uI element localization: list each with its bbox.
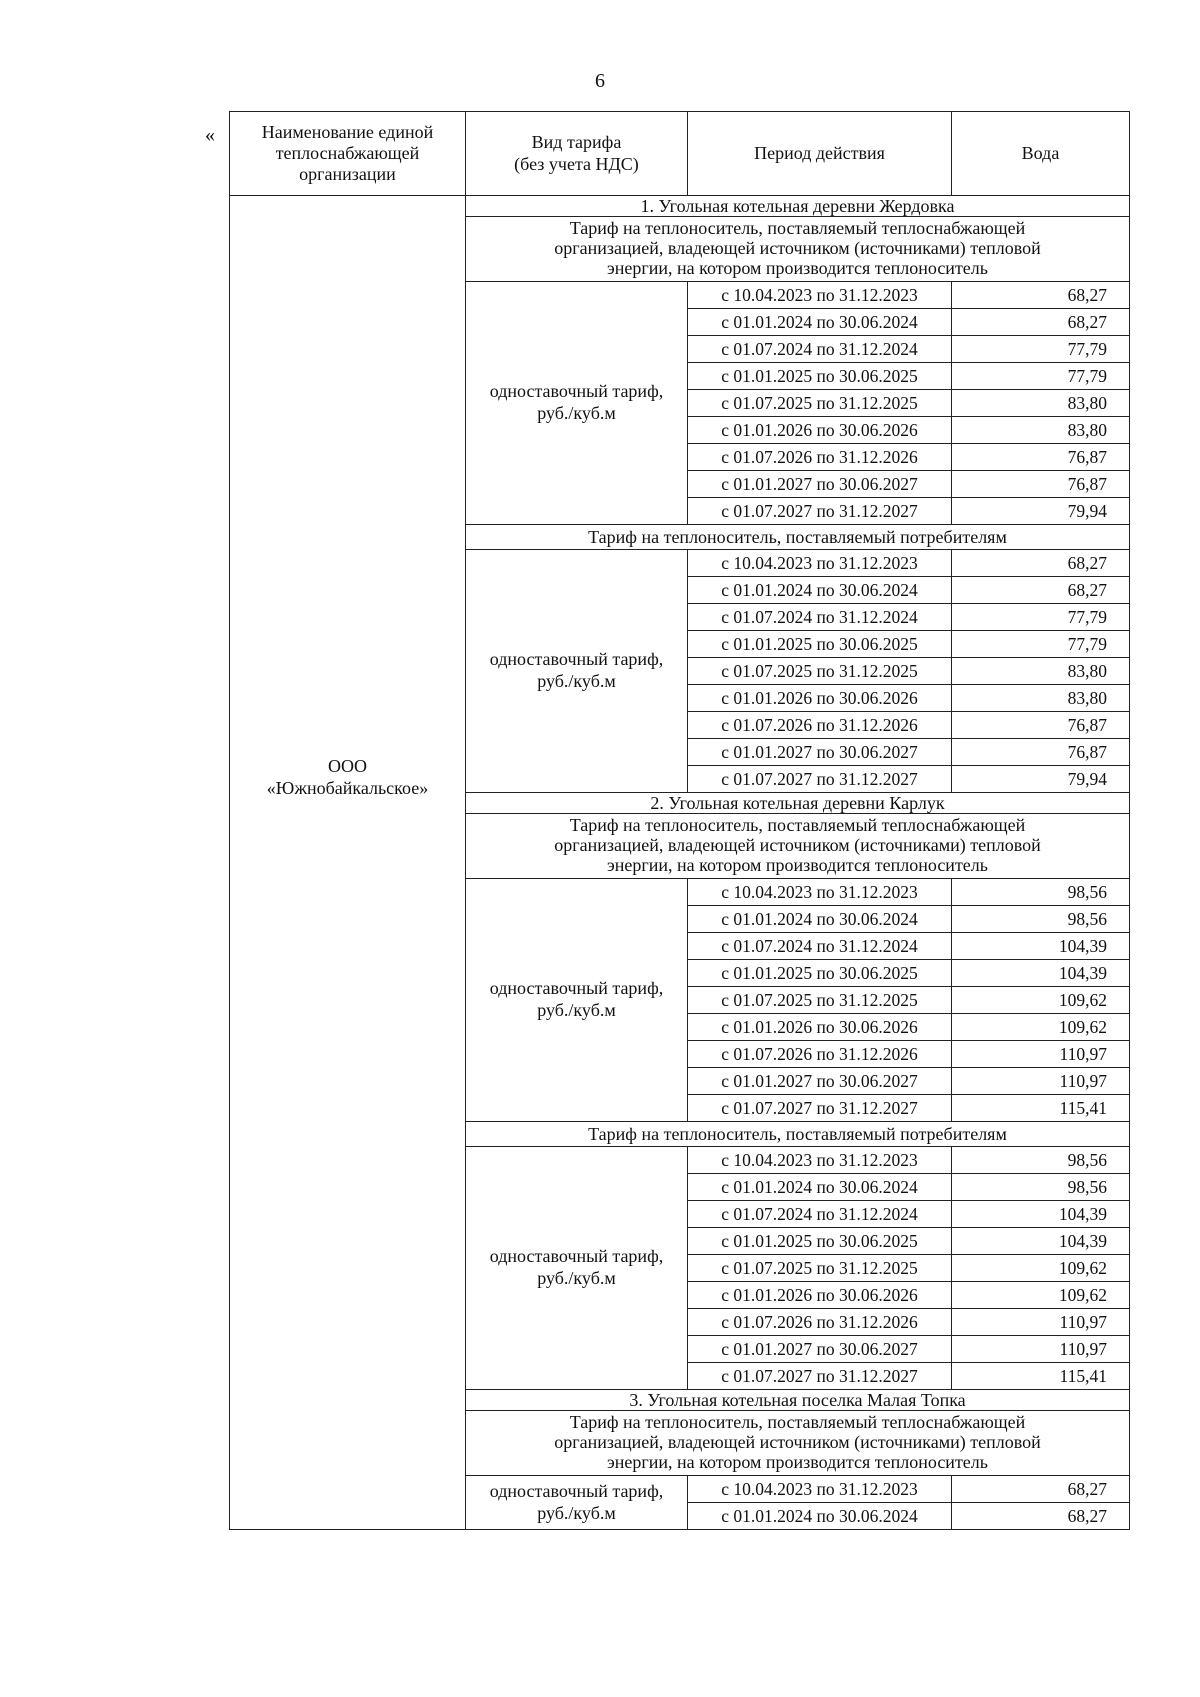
period-cell: с 01.07.2024 по 31.12.2024 <box>688 604 952 631</box>
period-cell: с 01.07.2025 по 31.12.2025 <box>688 390 952 417</box>
water-value-cell: 77,79 <box>952 363 1130 390</box>
period-cell: с 01.07.2025 по 31.12.2025 <box>688 987 952 1014</box>
period-cell: с 10.04.2023 по 31.12.2023 <box>688 282 952 309</box>
water-value-cell: 104,39 <box>952 1201 1130 1228</box>
period-cell: с 01.07.2027 по 31.12.2027 <box>688 1363 952 1390</box>
water-value-cell: 104,39 <box>952 1228 1130 1255</box>
header-water: Вода <box>952 112 1130 196</box>
water-value-cell: 98,56 <box>952 1147 1130 1174</box>
period-cell: с 01.01.2025 по 30.06.2025 <box>688 363 952 390</box>
organization-name: ООО «Южнобайкальское» <box>230 196 466 1530</box>
period-cell: с 01.01.2025 по 30.06.2025 <box>688 960 952 987</box>
water-value-cell: 76,87 <box>952 739 1130 766</box>
period-cell: с 01.07.2024 по 31.12.2024 <box>688 336 952 363</box>
period-cell: с 01.01.2025 по 30.06.2025 <box>688 1228 952 1255</box>
water-value-cell: 68,27 <box>952 1503 1130 1530</box>
water-value-cell: 77,79 <box>952 336 1130 363</box>
period-cell: с 01.01.2026 по 30.06.2026 <box>688 417 952 444</box>
opening-quote-mark: « <box>205 124 215 146</box>
water-value-cell: 110,97 <box>952 1041 1130 1068</box>
water-value-cell: 83,80 <box>952 658 1130 685</box>
period-cell: с 01.01.2026 по 30.06.2026 <box>688 1014 952 1041</box>
water-value-cell: 79,94 <box>952 498 1130 525</box>
water-value-cell: 110,97 <box>952 1309 1130 1336</box>
period-cell: с 01.07.2025 по 31.12.2025 <box>688 658 952 685</box>
water-value-cell: 77,79 <box>952 631 1130 658</box>
water-value-cell: 109,62 <box>952 1282 1130 1309</box>
water-value-cell: 68,27 <box>952 309 1130 336</box>
water-value-cell: 115,41 <box>952 1363 1130 1390</box>
tariff-block-title: Тариф на теплоноситель, поставляемый потребителям <box>466 1122 1130 1147</box>
period-cell: с 01.07.2027 по 31.12.2027 <box>688 498 952 525</box>
header-row <box>230 112 1130 196</box>
period-cell: с 01.01.2024 по 30.06.2024 <box>688 309 952 336</box>
period-cell: с 01.07.2027 по 31.12.2027 <box>688 1095 952 1122</box>
period-cell: с 01.07.2026 по 31.12.2026 <box>688 444 952 471</box>
period-cell: с 01.07.2027 по 31.12.2027 <box>688 766 952 793</box>
period-cell: с 01.07.2026 по 31.12.2026 <box>688 1041 952 1068</box>
section-title: 1. Угольная котельная деревни Жердовка <box>466 196 1130 217</box>
period-cell: с 01.07.2026 по 31.12.2026 <box>688 1309 952 1336</box>
water-value-cell: 110,97 <box>952 1336 1130 1363</box>
water-value-cell: 115,41 <box>952 1095 1130 1122</box>
period-cell: с 01.01.2027 по 30.06.2027 <box>688 739 952 766</box>
period-cell: с 01.01.2024 по 30.06.2024 <box>688 577 952 604</box>
tariff-type-label: одноставочный тариф, руб./куб.м <box>466 1147 688 1390</box>
period-cell: с 01.01.2026 по 30.06.2026 <box>688 685 952 712</box>
period-cell: с 01.07.2024 по 31.12.2024 <box>688 1201 952 1228</box>
water-value-cell: 68,27 <box>952 577 1130 604</box>
period-cell: с 01.01.2025 по 30.06.2025 <box>688 631 952 658</box>
page-number: 6 <box>595 70 605 92</box>
tariff-block-title: Тариф на теплоноситель, поставляемый потребителям <box>466 525 1130 550</box>
period-cell: с 01.01.2026 по 30.06.2026 <box>688 1282 952 1309</box>
water-value-cell: 76,87 <box>952 444 1130 471</box>
section-title: 3. Угольная котельная поселка Малая Топка <box>466 1390 1130 1411</box>
water-value-cell: 104,39 <box>952 933 1130 960</box>
water-value-cell: 83,80 <box>952 390 1130 417</box>
tariff-table <box>229 111 1130 1530</box>
period-cell: с 01.07.2024 по 31.12.2024 <box>688 933 952 960</box>
water-value-cell: 104,39 <box>952 960 1130 987</box>
water-value-cell: 109,62 <box>952 1014 1130 1041</box>
water-value-cell: 76,87 <box>952 471 1130 498</box>
period-cell: с 01.01.2024 по 30.06.2024 <box>688 1174 952 1201</box>
water-value-cell: 98,56 <box>952 906 1130 933</box>
period-cell: с 01.01.2024 по 30.06.2024 <box>688 906 952 933</box>
tariff-type-label: одноставочный тариф, руб./куб.м <box>466 1476 688 1530</box>
header-period: Период действия <box>688 112 952 196</box>
period-cell: с 10.04.2023 по 31.12.2023 <box>688 1147 952 1174</box>
period-cell: с 01.01.2027 по 30.06.2027 <box>688 1336 952 1363</box>
tariff-block-title: Тариф на теплоноситель, поставляемый теплоснабжающей организацией, владеющей источником (источниками) тепловой энергии, на котором производится теплоноситель <box>466 217 1130 282</box>
period-cell: с 01.07.2025 по 31.12.2025 <box>688 1255 952 1282</box>
tariff-type-label: одноставочный тариф, руб./куб.м <box>466 282 688 525</box>
water-value-cell: 77,79 <box>952 604 1130 631</box>
water-value-cell: 98,56 <box>952 879 1130 906</box>
water-value-cell: 76,87 <box>952 712 1130 739</box>
section-title: 2. Угольная котельная деревни Карлук <box>466 793 1130 814</box>
tariff-block-title: Тариф на теплоноситель, поставляемый теплоснабжающей организацией, владеющей источником (источниками) тепловой энергии, на котором производится теплоноситель <box>466 1411 1130 1476</box>
period-cell: с 01.01.2024 по 30.06.2024 <box>688 1503 952 1530</box>
water-value-cell: 109,62 <box>952 987 1130 1014</box>
tariff-type-label: одноставочный тариф, руб./куб.м <box>466 550 688 793</box>
water-value-cell: 83,80 <box>952 685 1130 712</box>
water-value-cell: 98,56 <box>952 1174 1130 1201</box>
period-cell: с 01.01.2027 по 30.06.2027 <box>688 471 952 498</box>
water-value-cell: 79,94 <box>952 766 1130 793</box>
header-tariff-type: Вид тарифа (без учета НДС) <box>466 112 688 196</box>
water-value-cell: 110,97 <box>952 1068 1130 1095</box>
water-value-cell: 109,62 <box>952 1255 1130 1282</box>
water-value-cell: 83,80 <box>952 417 1130 444</box>
period-cell: с 10.04.2023 по 31.12.2023 <box>688 1476 952 1503</box>
period-cell: с 10.04.2023 по 31.12.2023 <box>688 550 952 577</box>
period-cell: с 10.04.2023 по 31.12.2023 <box>688 879 952 906</box>
water-value-cell: 68,27 <box>952 282 1130 309</box>
tariff-block-title: Тариф на теплоноситель, поставляемый теплоснабжающей организацией, владеющей источником (источниками) тепловой энергии, на котором производится теплоноситель <box>466 814 1130 879</box>
water-value-cell: 68,27 <box>952 1476 1130 1503</box>
period-cell: с 01.01.2027 по 30.06.2027 <box>688 1068 952 1095</box>
water-value-cell: 68,27 <box>952 550 1130 577</box>
period-cell: с 01.07.2026 по 31.12.2026 <box>688 712 952 739</box>
section-row <box>230 196 1130 217</box>
header-organization: Наименование единой теплоснабжающей организации <box>230 112 466 196</box>
tariff-type-label: одноставочный тариф, руб./куб.м <box>466 879 688 1122</box>
